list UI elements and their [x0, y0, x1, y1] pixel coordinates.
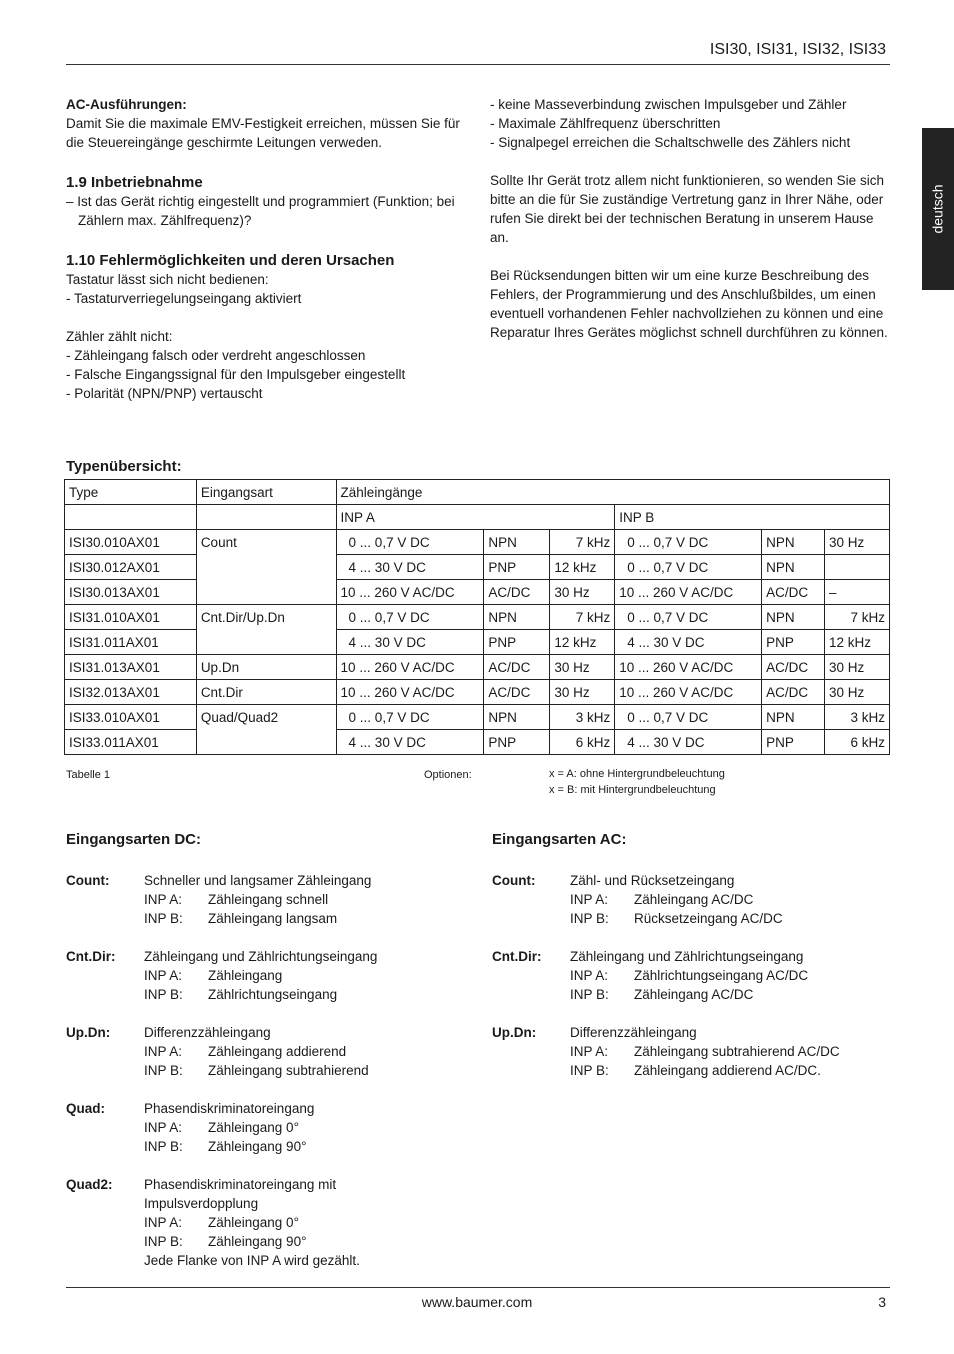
mode-note: Jede Flanke von INP A wird gezählt.: [144, 1253, 360, 1268]
mode-key: Count:: [492, 873, 536, 888]
mode-description: Differenzzähleingang: [144, 1025, 271, 1040]
page-number: 3: [878, 1294, 886, 1310]
count-item: - Polarität (NPN/PNP) vertauscht: [66, 386, 263, 401]
input-type-cell: [196, 730, 336, 755]
table-cell: NPN: [762, 605, 825, 630]
footer-url[interactable]: www.baumer.com: [421, 1294, 533, 1310]
fault-item: - Signalpegel erreichen die Schaltschwelle des Zählers nicht: [490, 135, 851, 150]
mode-description: Zähleingang und Zählrichtungseingang: [570, 949, 804, 964]
options-label: Optionen:: [424, 769, 472, 781]
input-type-cell: Cnt.Dir/Up.Dn: [196, 605, 336, 630]
input-description: Zähleingang subtrahierend: [208, 1063, 369, 1078]
input-label: INP B:: [144, 1063, 183, 1078]
table-row: [65, 580, 890, 605]
mode-description: Zähleingang und Zählrichtungseingang: [144, 949, 378, 964]
input-line: [66, 1137, 476, 1156]
input-description: Zähleingang AC/DC: [634, 987, 754, 1002]
mode-key: Cnt.Dir:: [66, 949, 116, 964]
input-description: Zähleingang: [208, 968, 283, 983]
table-cell: 10 ... 260 V AC/DC: [336, 655, 484, 680]
count-item: - Falsche Eingangssignal für den Impulsgeber eingestellt: [66, 367, 406, 382]
table-cell: 30 Hz: [550, 680, 615, 705]
type-cell: ISI30.012AX01: [65, 555, 197, 580]
table-cell: 4 ... 30 V DC: [336, 630, 484, 655]
table-cell: PNP: [484, 630, 550, 655]
support-paragraph: Sollte Ihr Gerät trotz allem nicht funktionieren, so wenden Sie sich bitte an die für Sie zuständige Vertretung ganz in Ihrer Nähe, oder rufen Sie direkt bei der technischen Beratung in unserem Hause an.: [490, 173, 884, 245]
table-cell: [825, 555, 890, 580]
input-description: Zählrichtungseingang: [208, 987, 338, 1002]
ac-heading: AC-Ausführungen:: [66, 97, 187, 112]
col-header-inp-a: INP A: [336, 505, 615, 530]
input-label: INP A:: [570, 892, 609, 907]
keys-item: - Tastaturverriegelungseingang aktiviert: [66, 291, 302, 306]
option-item: x = A: ohne Hintergrundbeleuchtung: [549, 768, 725, 780]
input-line: [66, 1118, 476, 1137]
table-cell: 4 ... 30 V DC: [615, 630, 762, 655]
input-label: INP A:: [570, 1044, 609, 1059]
type-cell: ISI33.011AX01: [65, 730, 197, 755]
table-cell: NPN: [484, 605, 550, 630]
input-type-cell: Cnt.Dir: [196, 680, 336, 705]
table-cell: NPN: [762, 705, 825, 730]
mode-row: [492, 871, 902, 890]
input-label: INP A:: [570, 968, 609, 983]
ac-input-types-heading: Eingangsarten AC:: [492, 831, 627, 848]
input-label: INP A:: [144, 1120, 183, 1135]
input-line: [66, 909, 476, 928]
table-cell: PNP: [484, 730, 550, 755]
table-cell: 10 ... 260 V AC/DC: [336, 580, 484, 605]
input-line: [66, 1061, 476, 1080]
type-cell: ISI30.013AX01: [65, 580, 197, 605]
keys-intro: Tastatur lässt sich nicht bedienen:: [66, 272, 269, 287]
mode-description: Schneller und langsamer Zähleingang: [144, 873, 372, 888]
input-label: INP A:: [144, 1044, 183, 1059]
table-cell: PNP: [762, 730, 825, 755]
fault-item: - keine Masseverbindung zwischen Impulsgeber und Zähler: [490, 97, 847, 112]
mode-key: Up.Dn:: [492, 1025, 537, 1040]
table-cell: AC/DC: [762, 655, 825, 680]
input-label: INP A:: [144, 1215, 183, 1230]
table-cell: 4 ... 30 V DC: [336, 555, 484, 580]
document-title: ISI30, ISI31, ISI32, ISI33: [709, 41, 886, 58]
table-cell: 30 Hz: [825, 530, 890, 555]
table-row: [65, 680, 890, 705]
input-description: Zähleingang addierend: [208, 1044, 347, 1059]
table-cell: PNP: [762, 630, 825, 655]
table-cell: 6 kHz: [550, 730, 615, 755]
left-text-column: [66, 95, 466, 403]
dc-quad2-block: [66, 1175, 476, 1270]
table-row: [65, 530, 890, 555]
mode-description: Differenzzähleingang: [570, 1025, 697, 1040]
section-1-9-text: – Ist das Gerät richtig eingestellt und programmiert (Funktion; bei Zählern max. Zählfrequenz)?: [66, 194, 455, 228]
table-row: [65, 555, 890, 580]
table-cell: 30 Hz: [550, 655, 615, 680]
option-item: x = B: mit Hintergrundbeleuchtung: [549, 784, 716, 796]
mode-description: Phasendiskriminatoreingang: [144, 1101, 315, 1116]
input-description: Zähleingang schnell: [208, 892, 329, 907]
footer-divider: [66, 1287, 890, 1288]
count-intro: Zähler zählt nicht:: [66, 329, 173, 344]
table-cell: 0 ... 0,7 V DC: [615, 530, 762, 555]
table-cell: NPN: [762, 555, 825, 580]
table-cell: 3 kHz: [550, 705, 615, 730]
table-cell: 30 Hz: [825, 680, 890, 705]
input-description: Zähleingang 90°: [208, 1234, 307, 1249]
mode-row: [66, 871, 476, 890]
mode-row: [492, 1023, 902, 1042]
input-description: Zähleingang 90°: [208, 1139, 307, 1154]
input-label: INP B:: [144, 1234, 183, 1249]
ac-updn-block: [492, 1023, 902, 1080]
table-cell: 30 Hz: [825, 655, 890, 680]
table-cell: 7 kHz: [550, 530, 615, 555]
table-cell: 10 ... 260 V AC/DC: [615, 680, 762, 705]
table-cell: AC/DC: [762, 680, 825, 705]
type-overview-table: [64, 479, 890, 755]
table-cell: 7 kHz: [550, 605, 615, 630]
input-line: [492, 1042, 902, 1061]
language-tab-label: deutsch: [929, 184, 946, 234]
input-line: [492, 966, 902, 985]
table-row: [65, 655, 890, 680]
table-cell: 12 kHz: [550, 630, 615, 655]
mode-key: Up.Dn:: [66, 1025, 111, 1040]
input-description: Zählrichtungseingang AC/DC: [634, 968, 809, 983]
table-row: [65, 630, 890, 655]
mode-key: Quad2:: [66, 1177, 113, 1192]
col-header-type: Type: [65, 480, 197, 505]
table-cell: AC/DC: [762, 580, 825, 605]
right-text-column: [490, 95, 895, 342]
table-cell: 0 ... 0,7 V DC: [615, 605, 762, 630]
table-row: [65, 730, 890, 755]
table-cell: 10 ... 260 V AC/DC: [615, 580, 762, 605]
table-cell: PNP: [484, 555, 550, 580]
table-cell: 7 kHz: [825, 605, 890, 630]
table-cell: 0 ... 0,7 V DC: [336, 705, 484, 730]
language-tab: [922, 128, 954, 290]
table-cell: NPN: [484, 530, 550, 555]
mode-row: [66, 1023, 476, 1042]
table-row: [65, 705, 890, 730]
type-cell: ISI30.010AX01: [65, 530, 197, 555]
returns-paragraph: Bei Rücksendungen bitten wir um eine kurze Beschreibung des Fehlers, der Programmierung und des Anschlußbildes, um einen eventuell vorhandenen Fehler nachvollziehen zu können und eine Reparatur Ihres Gerätes möglichst schnell durchführen zu können.: [490, 268, 888, 340]
table-cell: 4 ... 30 V DC: [615, 730, 762, 755]
table-cell: 6 kHz: [825, 730, 890, 755]
input-description: Rücksetzeingang AC/DC: [634, 911, 783, 926]
table-cell: AC/DC: [484, 580, 550, 605]
col-header-counts: Zähleingänge: [336, 480, 889, 505]
type-cell: ISI31.011AX01: [65, 630, 197, 655]
input-description: Zähleingang langsam: [208, 911, 338, 926]
ac-cntdir-block: [492, 947, 902, 1004]
mode-key: Quad:: [66, 1101, 105, 1116]
mode-row: [492, 947, 902, 966]
table-cell: NPN: [484, 705, 550, 730]
mode-row: [66, 947, 476, 966]
mode-row: [66, 1099, 476, 1118]
table-caption: Tabelle 1: [66, 769, 111, 781]
dc-input-types: [66, 830, 476, 1289]
input-line: [66, 1232, 476, 1251]
table-cell: 12 kHz: [550, 555, 615, 580]
table-cell: 0 ... 0,7 V DC: [615, 555, 762, 580]
input-description: Zähleingang 0°: [208, 1120, 299, 1135]
input-type-cell: [196, 630, 336, 655]
input-line: [492, 1061, 902, 1080]
table-cell: NPN: [762, 530, 825, 555]
table-cell: 12 kHz: [825, 630, 890, 655]
options-list: [549, 766, 725, 798]
section-1-9-heading: 1.9 Inbetriebnahme: [66, 174, 203, 191]
input-description: Zähleingang AC/DC: [634, 892, 754, 907]
table-title: Typenübersicht:: [66, 458, 182, 475]
table-subheader-row: [65, 505, 890, 530]
mode-key: Cnt.Dir:: [492, 949, 542, 964]
input-description: Zähleingang addierend AC/DC.: [634, 1063, 821, 1078]
header-divider: [66, 64, 890, 65]
input-type-cell: Count: [196, 530, 336, 555]
input-label: INP B:: [144, 987, 183, 1002]
input-type-cell: Up.Dn: [196, 655, 336, 680]
type-cell: ISI33.010AX01: [65, 705, 197, 730]
dc-quad-block: [66, 1099, 476, 1156]
table-cell: –: [825, 580, 890, 605]
table-cell: 30 Hz: [550, 580, 615, 605]
input-label: INP B:: [570, 911, 609, 926]
table-cell: 10 ... 260 V AC/DC: [336, 680, 484, 705]
mode-description: Zähl- und Rücksetzeingang: [570, 873, 735, 888]
col-header-input: Eingangsart: [196, 480, 336, 505]
type-cell: ISI31.013AX01: [65, 655, 197, 680]
table-header-row: [65, 480, 890, 505]
table-cell: AC/DC: [484, 655, 550, 680]
input-label: INP A:: [144, 892, 183, 907]
input-description: Zähleingang 0°: [208, 1215, 299, 1230]
dc-count-block: [66, 871, 476, 928]
input-line: [66, 890, 476, 909]
table-cell: 4 ... 30 V DC: [336, 730, 484, 755]
section-1-10-heading: 1.10 Fehlermöglichkeiten und deren Ursachen: [66, 252, 395, 269]
count-item: - Zähleingang falsch oder verdreht angeschlossen: [66, 348, 366, 363]
dc-input-types-heading: Eingangsarten DC:: [66, 831, 202, 848]
mode-key: Count:: [66, 873, 110, 888]
input-line: [492, 909, 902, 928]
input-type-cell: Quad/Quad2: [196, 705, 336, 730]
input-type-cell: [196, 580, 336, 605]
input-type-cell: [196, 555, 336, 580]
input-line: [492, 890, 902, 909]
ac-count-block: [492, 871, 902, 928]
table-cell: 0 ... 0,7 V DC: [336, 605, 484, 630]
input-line: [492, 985, 902, 1004]
col-header-inp-b: INP B: [615, 505, 890, 530]
input-label: INP B:: [570, 987, 609, 1002]
table-cell: 0 ... 0,7 V DC: [615, 705, 762, 730]
type-cell: ISI32.013AX01: [65, 680, 197, 705]
input-label: INP A:: [144, 968, 183, 983]
dc-updn-block: [66, 1023, 476, 1080]
table-cell: 10 ... 260 V AC/DC: [615, 655, 762, 680]
input-label: INP B:: [144, 911, 183, 926]
input-line: [66, 985, 476, 1004]
input-line: [66, 1042, 476, 1061]
input-description: Zähleingang subtrahierend AC/DC: [634, 1044, 840, 1059]
table-cell: AC/DC: [484, 680, 550, 705]
fault-item: - Maximale Zählfrequenz überschritten: [490, 116, 721, 131]
type-cell: ISI31.010AX01: [65, 605, 197, 630]
mode-description: Phasendiskriminatoreingang mit Impulsverdopplung: [144, 1177, 337, 1211]
input-line: [66, 1213, 476, 1232]
input-line: [66, 966, 476, 985]
ac-text: Damit Sie die maximale EMV-Festigkeit erreichen, müssen Sie für die Steuereingänge geschirmte Leitungen verweden.: [66, 116, 460, 150]
input-label: INP B:: [570, 1063, 609, 1078]
dc-cntdir-block: [66, 947, 476, 1004]
table-row: [65, 605, 890, 630]
table-cell: 0 ... 0,7 V DC: [336, 530, 484, 555]
mode-row: [66, 1175, 476, 1213]
input-label: INP B:: [144, 1139, 183, 1154]
ac-input-types: [492, 830, 902, 1099]
table-cell: 3 kHz: [825, 705, 890, 730]
